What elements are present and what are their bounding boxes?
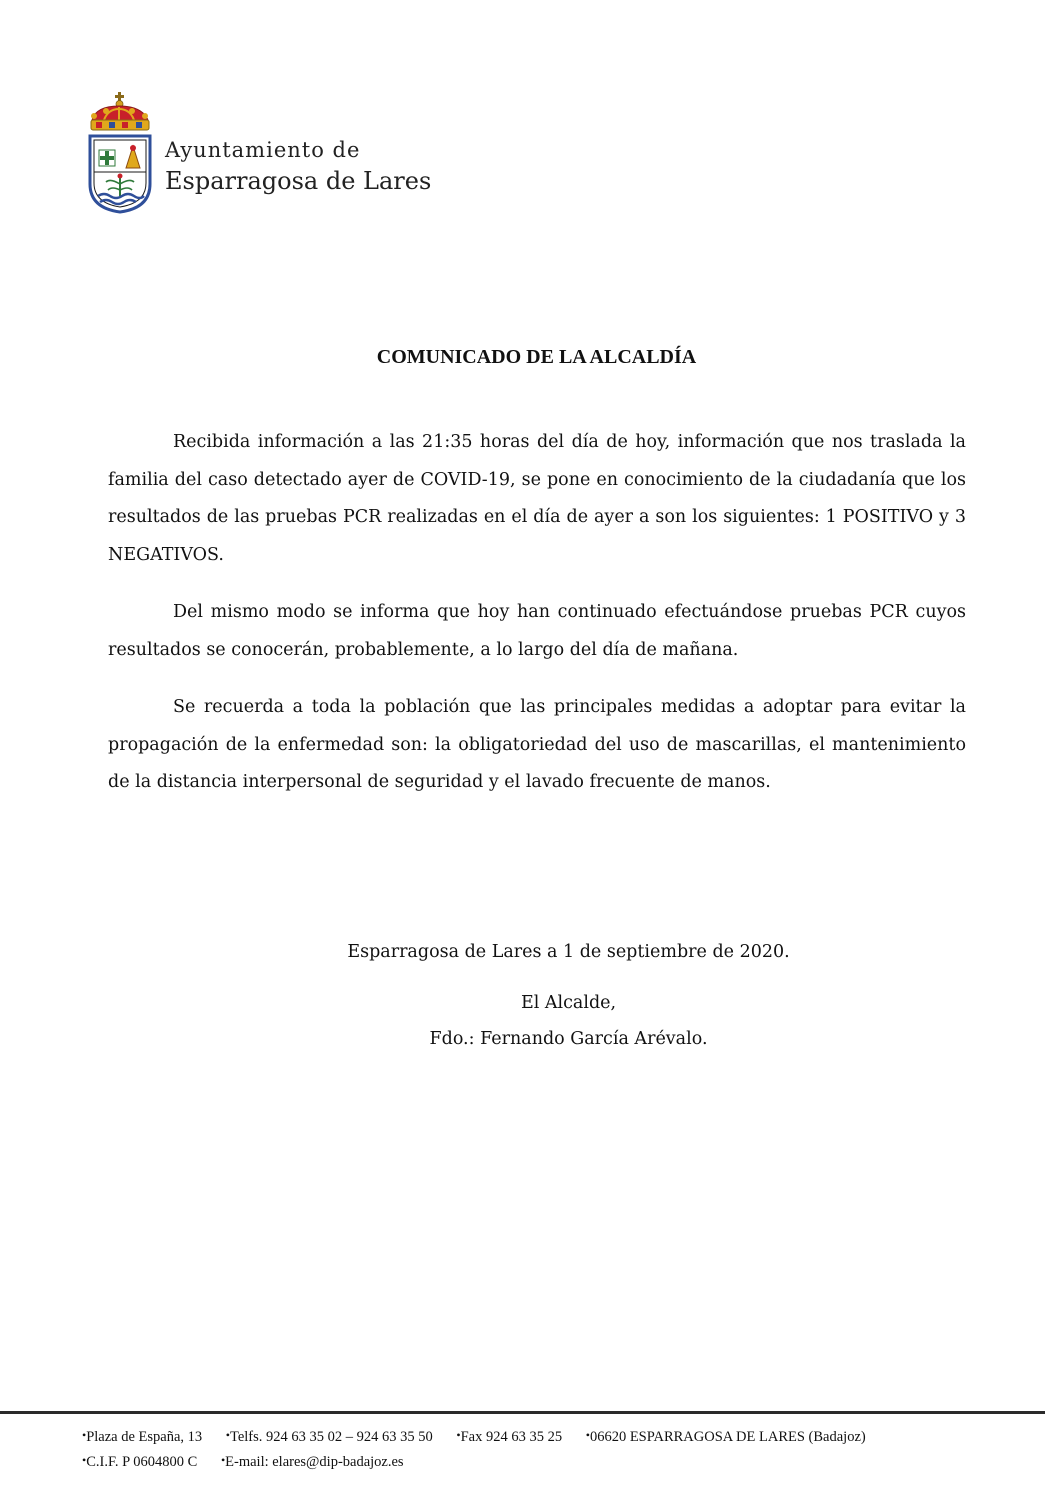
footer-contact-line2 [82,1454,424,1471]
footer-divider [0,1411,1045,1414]
bullet-icon: • [456,1428,461,1442]
footer-contact-line1 [82,1429,886,1446]
bullet-icon: • [82,1428,87,1442]
bullet-icon: • [585,1428,590,1442]
footer-postal-address: •06620 ESPARRAGOSA DE LARES (Badajoz) [585,1428,866,1445]
bullet-icon: • [220,1453,226,1467]
bullet-icon: • [82,1453,87,1467]
body-paragraph: Del mismo modo se informa que hoy han continuado efectuándose pruebas PCR cuyos resultados se conocerán, probablemente, a lo largo del día de mañana. [108,602,966,660]
body-paragraph: Se recuerda a toda la población que las principales medidas a adoptar para evitar la propagación de la enfermedad son: la obligatoriedad del uso de mascarillas, el mantenimiento de la distancia interpersonal de seguridad y el lavado frecuente de manos. [108,697,966,792]
footer-email: •E-mail: elares@dip-badajoz.es [220,1453,404,1470]
organization-name-line1: Ayuntamiento de [165,138,361,162]
document-body [108,424,966,822]
place-and-date: Esparragosa de Lares a 1 de septiembre de 2020. [347,942,790,962]
bullet-icon: • [225,1428,230,1442]
organization-name-line2: Esparragosa de Lares [165,167,432,195]
footer-cif: •C.I.F. P 0604800 C [82,1453,198,1470]
coat-of-arms-logo [86,92,154,214]
footer-fax: •Fax 924 63 35 25 [456,1428,563,1445]
footer-phones: •Telfs. 924 63 35 02 – 924 63 35 50 [225,1428,433,1445]
signatory-role: El Alcalde, [520,993,617,1013]
body-paragraph: Recibida información a las 21:35 horas del día de hoy, información que nos traslada la familia del caso detectado ayer de COVID-19, se pone en conocimiento de la ciudadanía que los resultados de las pruebas PCR realizadas en el día de ayer a son los siguientes: 1 POSITIVO y 3 NEGATIVOS. [108,432,966,565]
footer-address: •Plaza de España, 13 [82,1428,203,1445]
document-title: COMUNICADO DE LA ALCALDÍA [376,346,697,368]
signatory-name: Fdo.: Fernando García Arévalo. [429,1029,708,1049]
